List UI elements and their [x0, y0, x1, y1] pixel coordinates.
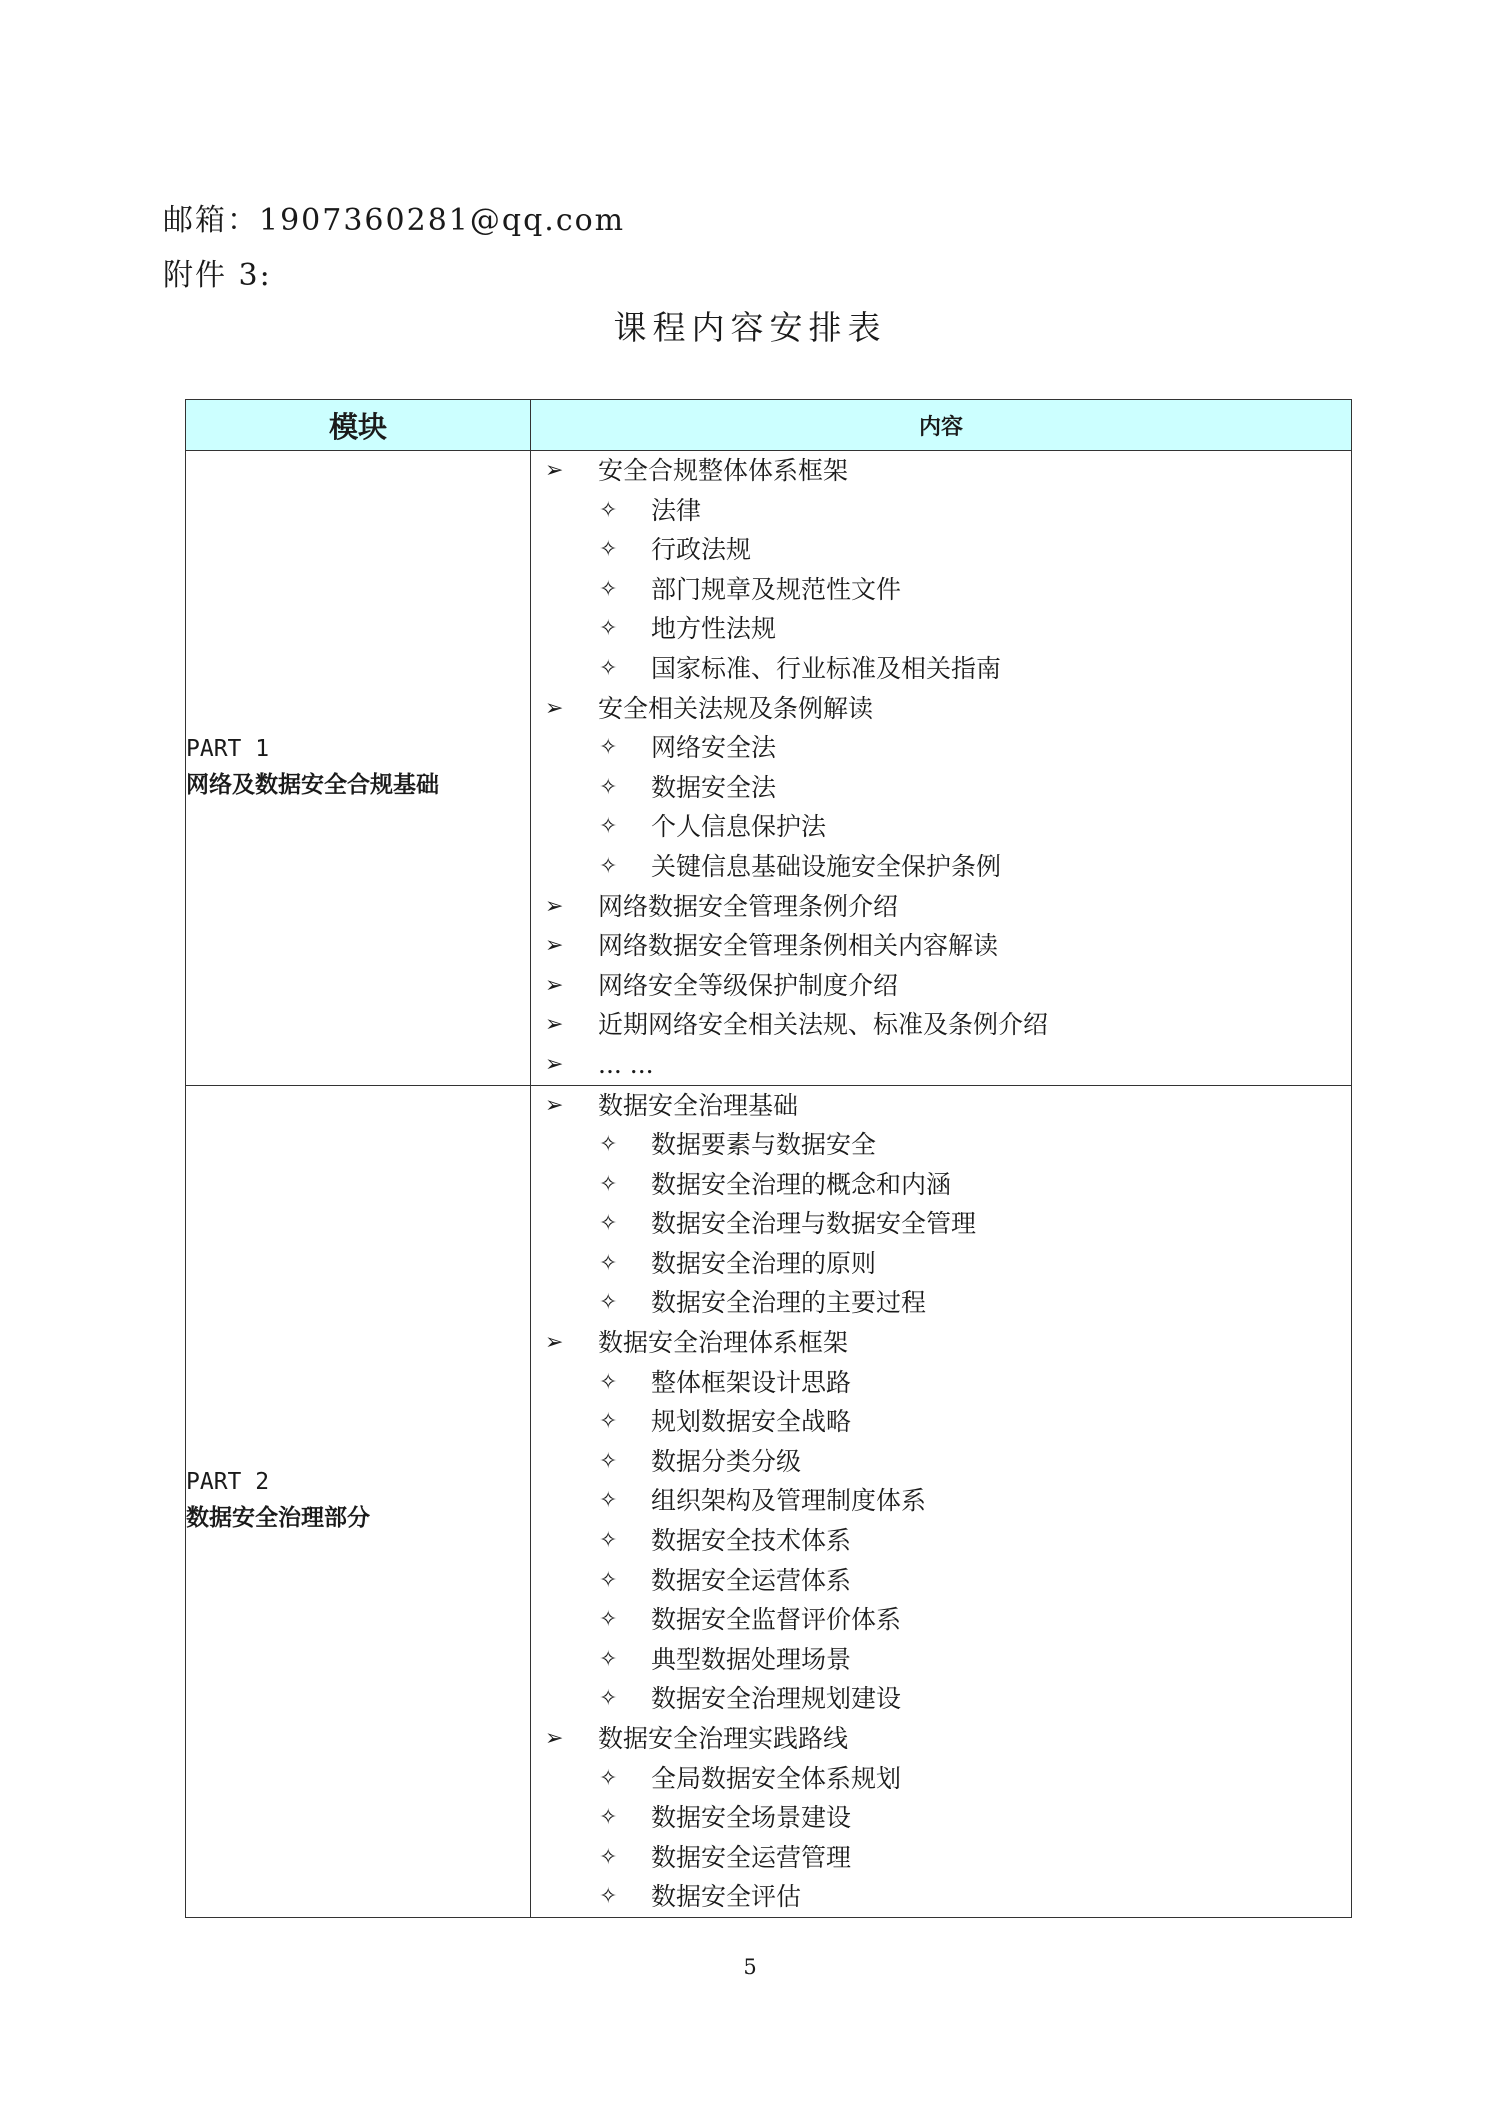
sub-list-item: [531, 530, 1351, 570]
diamond-star-bullet-icon: ✧: [599, 1528, 618, 1554]
list-item: [531, 966, 1351, 1006]
page-number: 5: [743, 1955, 757, 1979]
course-schedule-table: [185, 399, 1352, 1918]
list-item-text: 数据安全技术体系: [651, 1526, 852, 1556]
diamond-star-bullet-icon: ✧: [599, 1211, 618, 1237]
diamond-star-bullet-icon: ✧: [599, 1409, 618, 1435]
content-cell: [531, 451, 1352, 1086]
list-item: [531, 1719, 1351, 1759]
diamond-star-bullet-icon: ✧: [599, 537, 618, 563]
list-item-text: 安全相关法规及条例解读: [598, 693, 874, 723]
sub-list-item: [531, 1402, 1351, 1442]
diamond-star-bullet-icon: ✧: [599, 1607, 618, 1633]
document-title: 课程内容安排表: [613, 308, 887, 347]
list-item-text: 个人信息保护法: [651, 812, 827, 842]
sub-list-item: [531, 1442, 1351, 1482]
list-item-text: 数据安全评估: [651, 1882, 802, 1912]
attachment-label: 附件 3:: [163, 258, 272, 293]
module-name: 网络及数据安全合规基础: [186, 771, 439, 798]
diamond-star-bullet-icon: ✧: [599, 1805, 618, 1831]
list-item-text: 网络安全等级保护制度介绍: [598, 970, 899, 1000]
module-cell: [186, 1085, 531, 1917]
diamond-star-bullet-icon: ✧: [599, 1171, 618, 1197]
list-item: [531, 689, 1351, 729]
diamond-star-bullet-icon: ✧: [599, 1132, 618, 1158]
sub-list-item: [531, 609, 1351, 649]
list-item-text: 数据要素与数据安全: [651, 1130, 877, 1160]
sub-list-item: [531, 768, 1351, 808]
arrow-bullet-icon: ➢: [545, 1726, 564, 1751]
sub-list-item: [531, 1759, 1351, 1799]
diamond-star-bullet-icon: ✧: [599, 1448, 618, 1474]
sub-list-item: [531, 1283, 1351, 1323]
list-item-text: 整体框架设计思路: [651, 1367, 852, 1397]
list-item-text: 地方性法规: [651, 614, 777, 644]
arrow-bullet-icon: ➢: [545, 695, 564, 721]
list-item-text: 全局数据安全体系规划: [651, 1763, 902, 1793]
sub-list-item: [531, 1363, 1351, 1403]
diamond-star-bullet-icon: ✧: [599, 1765, 618, 1791]
sub-list-item: [531, 1640, 1351, 1680]
sub-list-item: [531, 1679, 1351, 1719]
list-item: [531, 451, 1351, 491]
list-item-text: 数据安全治理基础: [598, 1090, 799, 1120]
table-row: [186, 451, 1352, 1086]
list-item: [531, 887, 1351, 927]
list-item-text: 数据安全治理实践路线: [598, 1724, 849, 1753]
list-item: [531, 1045, 1351, 1085]
list-item-text: 规划数据安全战略: [651, 1407, 852, 1437]
list-item-text: 安全合规整体体系框架: [598, 456, 849, 485]
diamond-star-bullet-icon: ✧: [599, 1844, 618, 1870]
diamond-star-bullet-icon: ✧: [599, 774, 618, 800]
list-item: [531, 1005, 1351, 1045]
module-cell: [186, 451, 531, 1086]
list-item-text: 行政法规: [651, 535, 752, 565]
list-item-text: 数据安全治理体系框架: [598, 1328, 849, 1358]
list-item-text: 数据安全治理的主要过程: [651, 1288, 927, 1318]
diamond-star-bullet-icon: ✧: [599, 1488, 618, 1514]
table-header-row: [186, 400, 1352, 451]
list-item-text: 典型数据处理场景: [651, 1644, 852, 1674]
diamond-star-bullet-icon: ✧: [599, 735, 618, 761]
list-item-text: 数据安全运营体系: [651, 1565, 852, 1595]
list-item-text: 数据安全监督评价体系: [651, 1605, 902, 1635]
sub-list-item: [531, 1877, 1351, 1917]
list-item-text: 数据安全治理规划建设: [651, 1684, 902, 1714]
diamond-star-bullet-icon: ✧: [599, 497, 618, 523]
sub-list-item: [531, 1798, 1351, 1838]
list-item: [531, 1086, 1351, 1126]
list-item-text: 网络安全法: [651, 733, 777, 763]
list-item-text: 网络数据安全管理条例介绍: [598, 891, 899, 921]
email-line: 邮箱：1907360281@qq.com: [163, 203, 626, 238]
arrow-bullet-icon: ➢: [545, 893, 564, 919]
arrow-bullet-icon: ➢: [545, 972, 564, 998]
diamond-star-bullet-icon: ✧: [599, 1646, 618, 1672]
part-label: PART 2: [186, 1469, 270, 1496]
sub-list-item: [531, 1481, 1351, 1521]
diamond-star-bullet-icon: ✧: [599, 1686, 618, 1712]
list-item-text: 数据安全治理与数据安全管理: [651, 1209, 977, 1239]
diamond-star-bullet-icon: ✧: [599, 576, 618, 602]
diamond-star-bullet-icon: ✧: [599, 1290, 618, 1316]
sub-list-item: [531, 728, 1351, 768]
content-cell: [531, 1085, 1352, 1917]
sub-list-item: [531, 1561, 1351, 1601]
arrow-bullet-icon: ➢: [545, 458, 564, 483]
list-item-text: 数据安全治理的概念和内涵: [651, 1169, 952, 1199]
sub-list-item: [531, 807, 1351, 847]
column-header-module: 模块: [186, 400, 531, 451]
sub-list-item: [531, 1244, 1351, 1284]
sub-list-item: [531, 1204, 1351, 1244]
sub-list-item: [531, 570, 1351, 610]
diamond-star-bullet-icon: ✧: [599, 1884, 618, 1910]
diamond-star-bullet-icon: ✧: [599, 853, 618, 879]
arrow-bullet-icon: ➢: [545, 1330, 564, 1356]
list-item-text: 数据安全治理的原则: [651, 1248, 877, 1278]
diamond-star-bullet-icon: ✧: [599, 1567, 618, 1593]
arrow-bullet-icon: ➢: [545, 1012, 564, 1038]
column-header-content: 内容: [531, 400, 1352, 451]
list-item-text: 组织架构及管理制度体系: [651, 1486, 927, 1516]
sub-list-item: [531, 1165, 1351, 1205]
sub-list-item: [531, 1521, 1351, 1561]
list-item-text: 法律: [651, 495, 702, 525]
list-item-text: 关键信息基础设施安全保护条例: [651, 851, 1002, 881]
diamond-star-bullet-icon: ✧: [599, 1250, 618, 1276]
part-label: PART 1: [186, 735, 270, 762]
list-item-text: 数据安全法: [651, 772, 777, 802]
sub-list-item: [531, 847, 1351, 887]
list-item-text: 部门规章及规范性文件: [651, 574, 902, 604]
list-item-text: 近期网络安全相关法规、标准及条例介绍: [598, 1010, 1049, 1040]
list-item: [531, 1323, 1351, 1363]
diamond-star-bullet-icon: ✧: [599, 814, 618, 840]
sub-list-item: [531, 1600, 1351, 1640]
list-item-text: ... ...: [598, 1049, 654, 1079]
diamond-star-bullet-icon: ✧: [599, 616, 618, 642]
arrow-bullet-icon: ➢: [545, 1092, 564, 1118]
list-item-text: 国家标准、行业标准及相关指南: [651, 653, 1002, 683]
sub-list-item: [531, 491, 1351, 531]
arrow-bullet-icon: ➢: [545, 933, 564, 959]
list-item-text: 网络数据安全管理条例相关内容解读: [598, 931, 999, 961]
list-item-text: 数据分类分级: [651, 1446, 802, 1476]
arrow-bullet-icon: ➢: [545, 1051, 564, 1077]
sub-list-item: [531, 649, 1351, 689]
list-item-text: 数据安全场景建设: [651, 1803, 852, 1833]
list-item: [531, 926, 1351, 966]
sub-list-item: [531, 1838, 1351, 1878]
diamond-star-bullet-icon: ✧: [599, 655, 618, 681]
sub-list-item: [531, 1125, 1351, 1165]
diamond-star-bullet-icon: ✧: [599, 1369, 618, 1395]
table-row: [186, 1085, 1352, 1917]
module-name: 数据安全治理部分: [186, 1505, 370, 1532]
list-item-text: 数据安全运营管理: [651, 1842, 852, 1872]
